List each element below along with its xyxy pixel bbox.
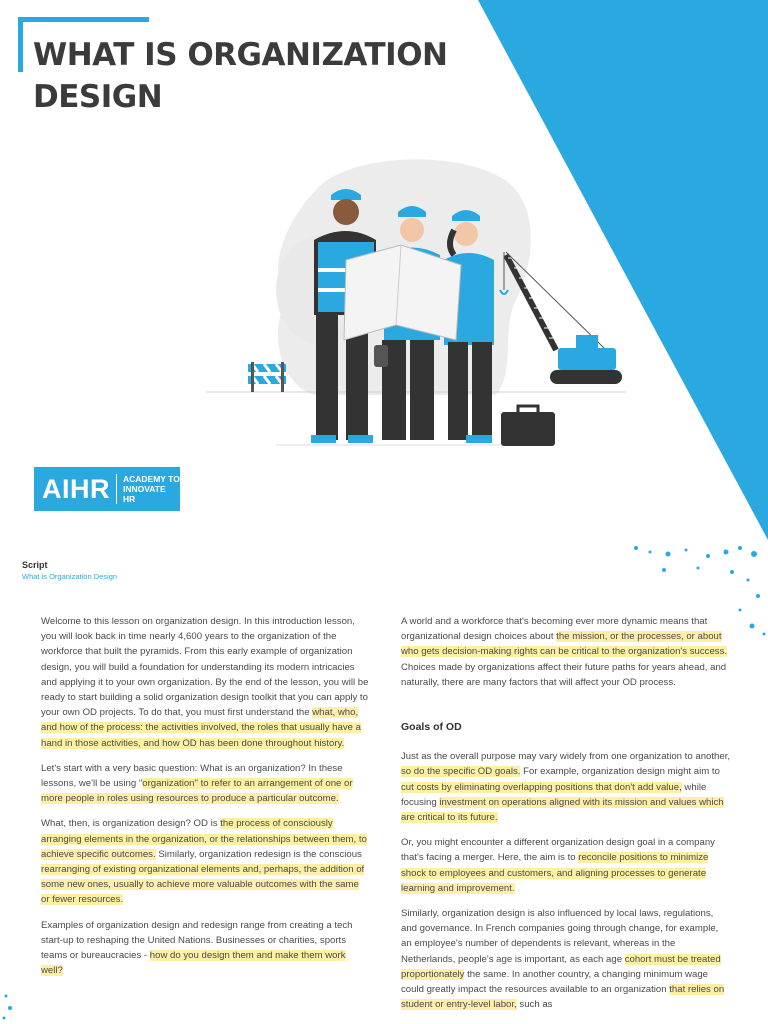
highlighted-text: cohort must be treated proportionately	[401, 953, 721, 980]
title-accent-bar-horizontal	[18, 17, 149, 22]
left-text-column	[41, 614, 369, 988]
highlighted-text: cut costs by eliminating overlapping positions that don't add value,	[401, 781, 682, 793]
highlighted-text: what, who, and how of the process: the activities involved, the roles that usually have a hand in those activities, and how OD has been done throughout history.	[41, 707, 361, 749]
aihr-logo	[34, 467, 180, 511]
highlighted-text: rearranging of existing organizational elements and, perhaps, the addition of some new ones, usually to achieve more valuable outcomes with the same or fewer resources.	[41, 864, 365, 906]
section-heading-goals: Goals of OD	[401, 721, 462, 734]
paragraph-what-is-organization: Let's start with a very basic question: What is an organization? In these lessons, we'll be using "organization" to refer to an arrangement of one or more people in roles using resources to produce a particular outcome.	[41, 762, 353, 805]
script-label: Script	[22, 560, 48, 570]
decorative-dots-bottom	[0, 990, 30, 1024]
highlighted-text: investment on operations aligned with its mission and values which are critical to its future.	[401, 796, 724, 824]
logo-tagline: ACADEMY TO INNOVATE HR	[123, 474, 180, 504]
right-text-column	[401, 614, 731, 1022]
toolbox-icon	[501, 406, 555, 446]
highlighted-text: the mission, or the processes, or about who gets decision-making rights can be critical to the organization's success.	[401, 631, 728, 658]
script-subtitle: What is Organization Design	[22, 572, 118, 581]
construction-workers-illustration	[196, 150, 636, 455]
paragraph-goals: Just as the overall purpose may vary widely from one organization to another, so do the specific OD goals. For example, organization design might aim to cut costs by eliminating overlapping positions that don't add value, while focusing investment on operations aligned with its mission and values which are critical to its future.	[401, 751, 731, 824]
paragraph-dynamic-world: A world and a workforce that's becoming ever more dynamic means that organizational design choices about the mission, or the processes, or about who gets decision-making rights can be critical to the organization's success. Choices made by organizations affect their future paths for years ahead, and naturally, there are many factors that will affect your OD process.	[401, 616, 728, 688]
paragraph-what-is-od: What, then, is organization design? OD is the process of consciously arranging elements in the organization, or the relationships between them, to achieve specific outcomes. Similarly, organization redesign is the conscious rearranging of existing organizational elements and, perhaps, the addition of some new ones, usually to achieve more valuable outcomes with the same or fewer resources.	[41, 818, 367, 906]
highlighted-text: how do you design them and make them work well?	[41, 950, 346, 977]
title-accent-bar-vertical	[18, 17, 23, 72]
page-title: WHAT IS ORGANIZATION DESIGN	[33, 37, 448, 115]
blueprint-sheet-icon	[344, 245, 461, 340]
highlighted-text: the process of consciously arranging elements in the organization, or the relationships between them, to achieve specific outcomes.	[41, 818, 367, 860]
highlighted-text: that relies on student or entry-level labor,	[401, 984, 725, 1011]
road-barrier-icon	[248, 362, 286, 392]
highlighted-text: so do the specific OD goals.	[401, 766, 521, 778]
paragraph-intro: Welcome to this lesson on organization design. In this introduction lesson, you will look back in time nearly 4,600 years to the organization of the workforce that built the pyramids. From this early example of organization design, you will build a foundation for understanding its modern intricacies and applying it to your own organization. By the end of the lesson, you will be ready to start building a solid organization design toolkit that you can apply to your own OD projects. To do that, you must first understand the what, who, and how of the process: the activities involved, the roles that usually have a hand in those activities, and how OD has been done throughout history.	[41, 616, 369, 749]
paragraph-examples: Examples of organization design and redesign range from creating a tech start-up to reshaping the United Nations. Businesses or charities, sports teams or bureaucracies - how do you design them and make them work well?	[41, 919, 353, 977]
paragraph-merger: Or, you might encounter a different organization design goal in a company that's facing a merger. Here, the aim is to reconcile positions to minimize shock to employees and customers, and aligning processes to generate learning and improvement.	[401, 837, 715, 894]
logo-wordmark: AIHR	[42, 473, 110, 504]
paragraph-local-laws: Similarly, organization design is also influenced by local laws, regulations, and governance. In French companies going through change, for example, an employee's number of dependents is relevant, whereas in the Netherlands, people's age is important, as each age cohort must be treated proportionately the same. In another country, a changing minimum wage could greatly impact the resources available to an organization that relies on student or entry-level labor, such as	[401, 908, 725, 1011]
logo-divider	[116, 474, 117, 504]
highlighted-text: organization" to refer to an arrangement of one or more people in roles using resources to produce a particular outcome.	[41, 778, 353, 805]
highlighted-text: reconcile positions to minimize shock to employees and customers, and aligning processes to generate learning and improvement.	[401, 852, 709, 894]
